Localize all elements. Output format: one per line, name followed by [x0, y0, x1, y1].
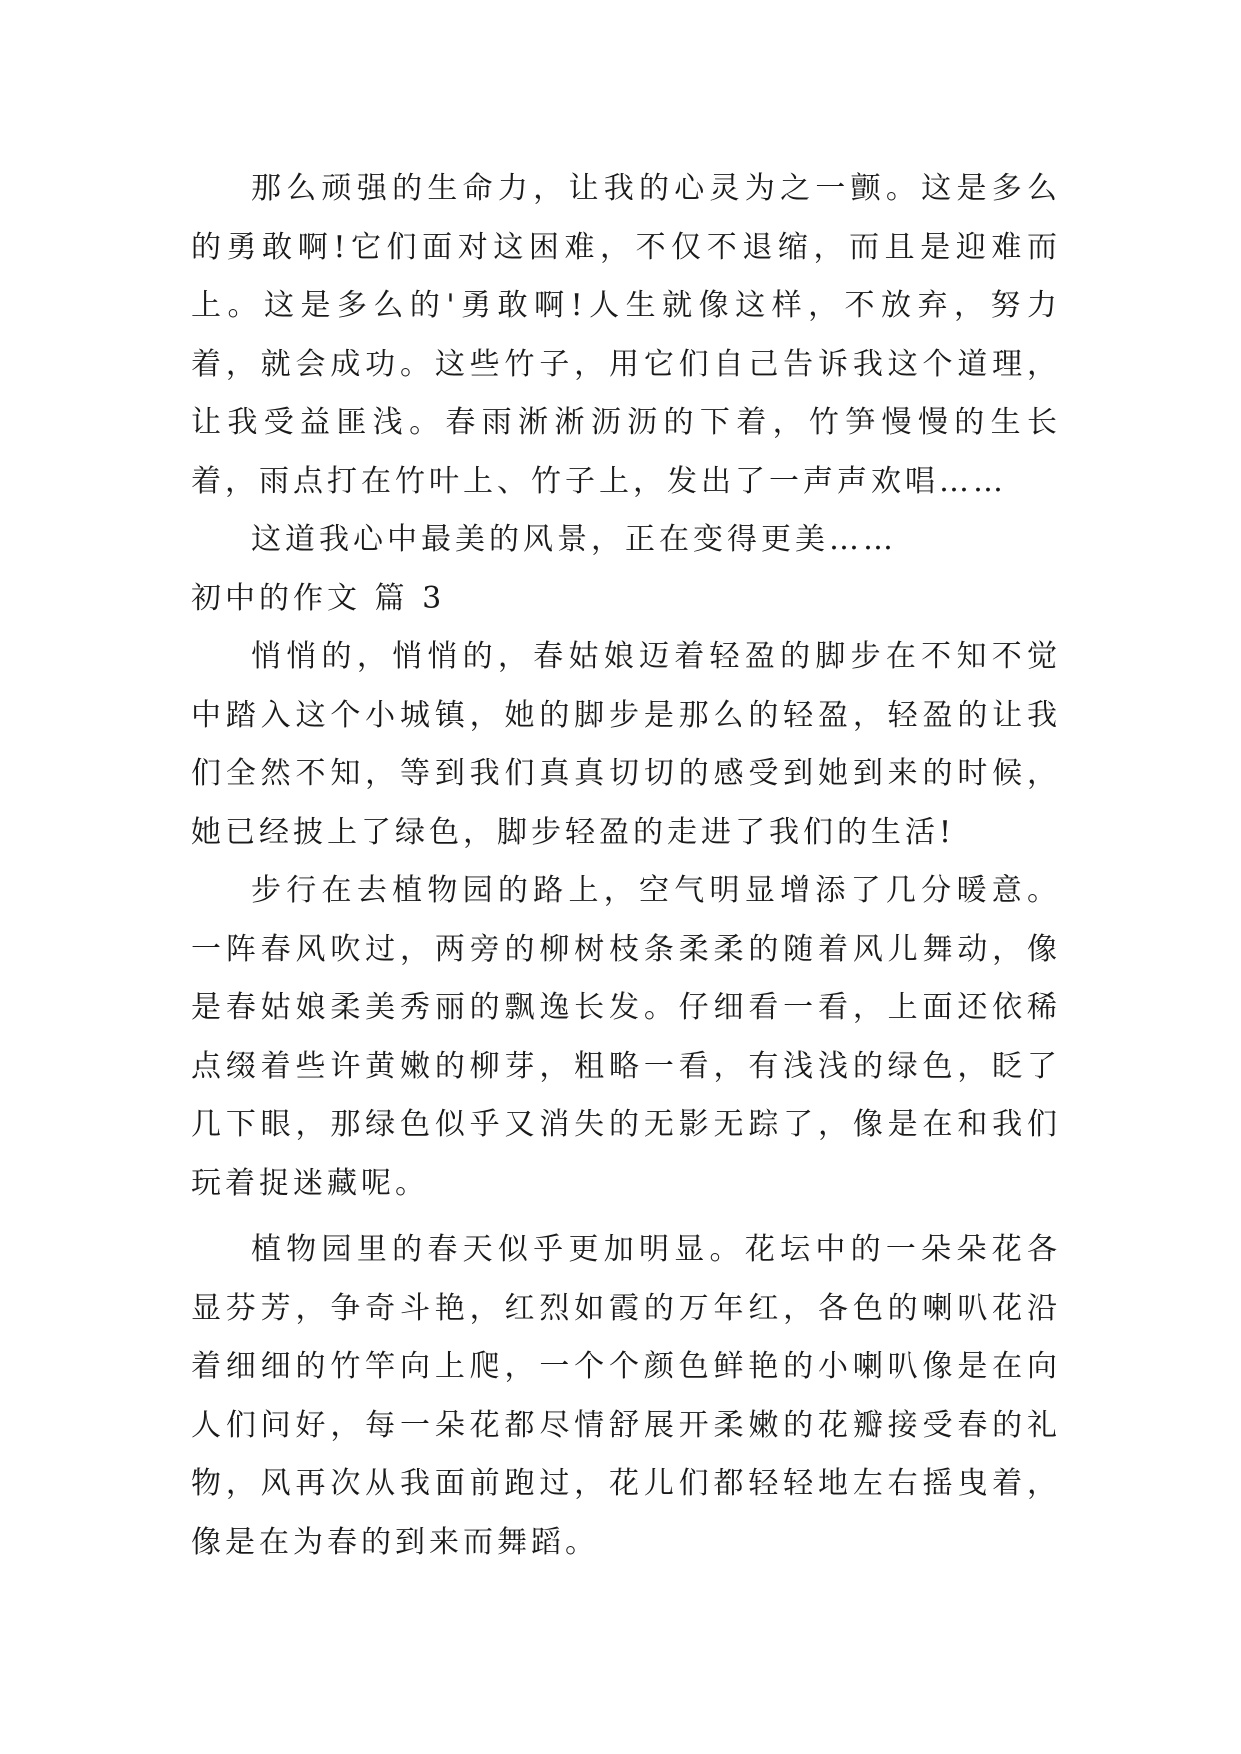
paragraph: 那么顽强的生命力，让我的心灵为之一颤。这是多么的勇敢啊!它们面对这困难，不仅不退缩，而且是迎难而上。这是多么的'勇敢啊!人生就像这样，不放弃，努力着，就会成功。这些竹子，用它们自己告诉我这个道理，让我受益匪浅。春雨淅淅沥沥的下着，竹笋慢慢的生长着，雨点打在竹叶上、竹子上，发出了一声声欢唱…… — [191, 171, 1061, 499]
paragraph: 这道我心中最美的风景，正在变得更美…… — [251, 522, 897, 557]
paragraph: 步行在去植物园的路上，空气明显增添了几分暖意。一阵春风吹过，两旁的柳树枝条柔柔的随着风儿舞动，像是春姑娘柔美秀丽的飘逸长发。仔细看一看，上面还依稀点缀着些许黄嫩的柳芽，粗略一看，有浅浅的绿色，眨了几下眼，那绿色似乎又消失的无影无踪了，像是在和我们玩着捉迷藏呢。 — [191, 873, 1061, 1201]
section-title: 初中的作文 篇 3 — [191, 580, 446, 616]
paragraph: 植物园里的春天似乎更加明显。花坛中的一朵朵花各显芬芳，争奇斗艳，红烈如霞的万年红，各色的喇叭花沿着细细的竹竿向上爬，一个个颜色鲜艳的小喇叭像是在向人们问好，每一朵花都尽情舒展开柔嫩的花瓣接受春的礼物，风再次从我面前跑过，花儿们都轻轻地左右摇曳着，像是在为春的到来而舞蹈。 — [191, 1232, 1061, 1560]
document-body — [191, 160, 1061, 1572]
paragraph: 悄悄的，悄悄的，春姑娘迈着轻盈的脚步在不知不觉中踏入这个小城镇，她的脚步是那么的轻盈，轻盈的让我们全然不知，等到我们真真切切的感受到她到来的时候，她已经披上了绿色，脚步轻盈的走进了我们的生活! — [191, 639, 1061, 850]
